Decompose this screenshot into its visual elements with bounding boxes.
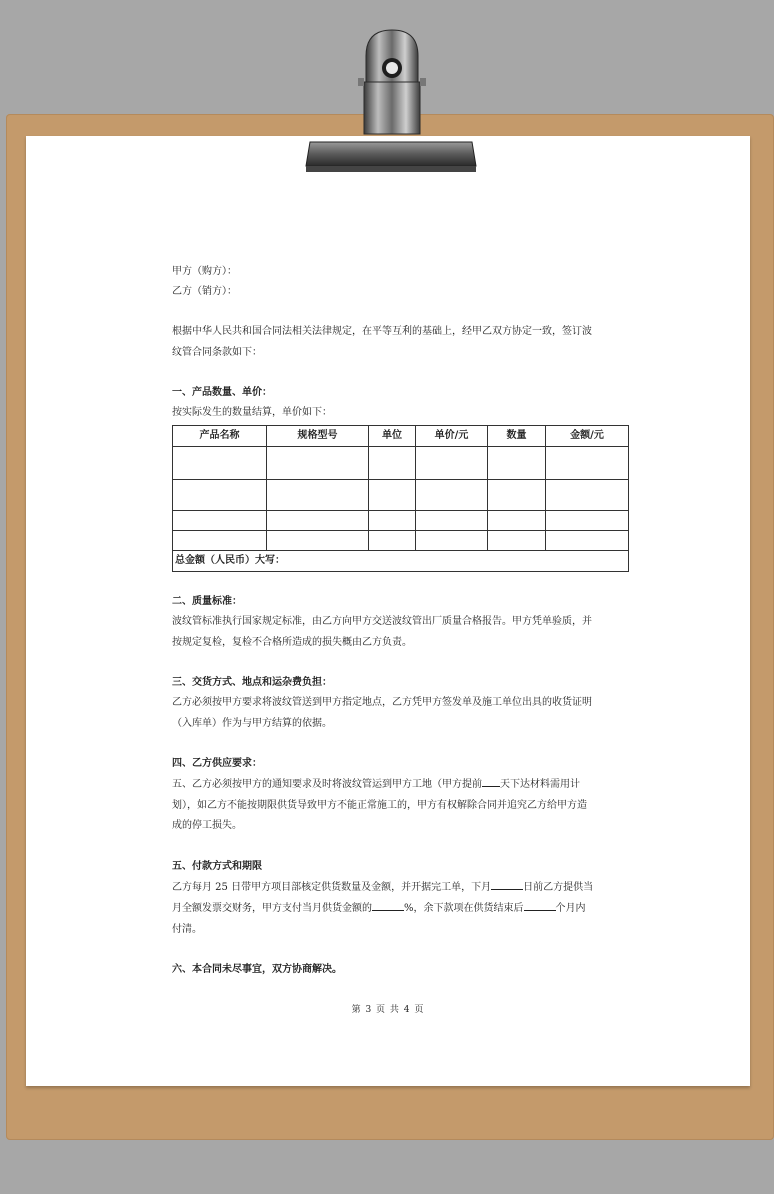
section5-line-1: 乙方每月 25 日带甲方项目部核定供货数量及金额，并开据完工单，下月 日前乙方提供当 bbox=[172, 877, 628, 899]
total-row bbox=[173, 551, 629, 572]
total-amount-label: 总金额（人民币）大写： bbox=[173, 551, 629, 572]
section2-line-2: 按规定复检，复检不合格所造成的损失概由乙方负责。 bbox=[172, 636, 412, 648]
binder-clip-icon bbox=[296, 26, 486, 178]
table-row bbox=[173, 447, 629, 480]
intro-line-1: 根据中华人民共和国合同法相关法律规定，在平等互利的基础上，经甲乙双方协定一致，签订波 bbox=[172, 326, 592, 337]
blank-percent bbox=[372, 898, 404, 911]
section3-title: 三、交货方式、地点和运杂费负担： bbox=[172, 677, 332, 688]
section5-line-2: 月全额发票交财务，甲方支付当月供货金额的 %，余下款项在供货结束后 个月内 bbox=[172, 898, 628, 920]
col-header-amount: 金额/元 bbox=[546, 426, 629, 447]
section2-title: 二、质量标准： bbox=[172, 596, 242, 607]
table-row bbox=[173, 531, 629, 551]
col-header-unit: 单位 bbox=[369, 426, 416, 447]
contract-body bbox=[172, 262, 628, 980]
section1-desc: 按实际发生的数量结算，单价如下： bbox=[172, 407, 332, 418]
party-a-label: 甲方（购方）： bbox=[172, 266, 237, 277]
col-header-product-name: 产品名称 bbox=[173, 426, 267, 447]
blank-days bbox=[482, 774, 500, 787]
party-b-label: 乙方（销方）： bbox=[172, 286, 237, 297]
section4-line-3: 成的停工损失。 bbox=[172, 820, 242, 831]
table-row bbox=[173, 511, 629, 531]
col-header-spec: 规格型号 bbox=[267, 426, 369, 447]
page-number: 第 3 页 共 4 页 bbox=[351, 1005, 425, 1015]
table-header-row bbox=[173, 426, 629, 447]
section5-line-3: 付清。 bbox=[172, 923, 202, 935]
col-header-quantity: 数量 bbox=[488, 426, 546, 447]
section4-line-2: 划），如乙方不能按期限供货导致甲方不能正常施工的，甲方有权解除合同并追究乙方给甲方造 bbox=[172, 799, 587, 811]
product-table bbox=[172, 425, 629, 572]
section1-title: 一、产品数量、单价： bbox=[172, 387, 272, 398]
section4-line-1: 五、乙方必须按甲方的通知要求及时将波纹管运到甲方工地（甲方提前 天下达材料需用计 bbox=[172, 774, 628, 796]
blank-months bbox=[524, 898, 556, 911]
col-header-unit-price: 单价/元 bbox=[416, 426, 488, 447]
section3-line-1: 乙方必须按甲方要求将波纹管送到甲方指定地点，乙方凭甲方签发单及施工单位出具的收货证明 bbox=[172, 697, 592, 708]
section2-line-1: 波纹管标准执行国家规定标准，由乙方向甲方交送波纹管出厂质量合格报告。甲方凭单验质，并 bbox=[172, 616, 592, 627]
blank-date bbox=[491, 877, 523, 890]
table-row bbox=[173, 480, 629, 511]
section3-line-2: （入库单）作为与甲方结算的依据。 bbox=[172, 717, 332, 729]
section5-title: 五、付款方式和期限 bbox=[172, 860, 262, 872]
intro-line-2: 纹管合同条款如下： bbox=[172, 346, 262, 358]
section6-title: 六、本合同未尽事宜，双方协商解决。 bbox=[172, 964, 342, 975]
section4-title: 四、乙方供应要求： bbox=[172, 758, 262, 769]
